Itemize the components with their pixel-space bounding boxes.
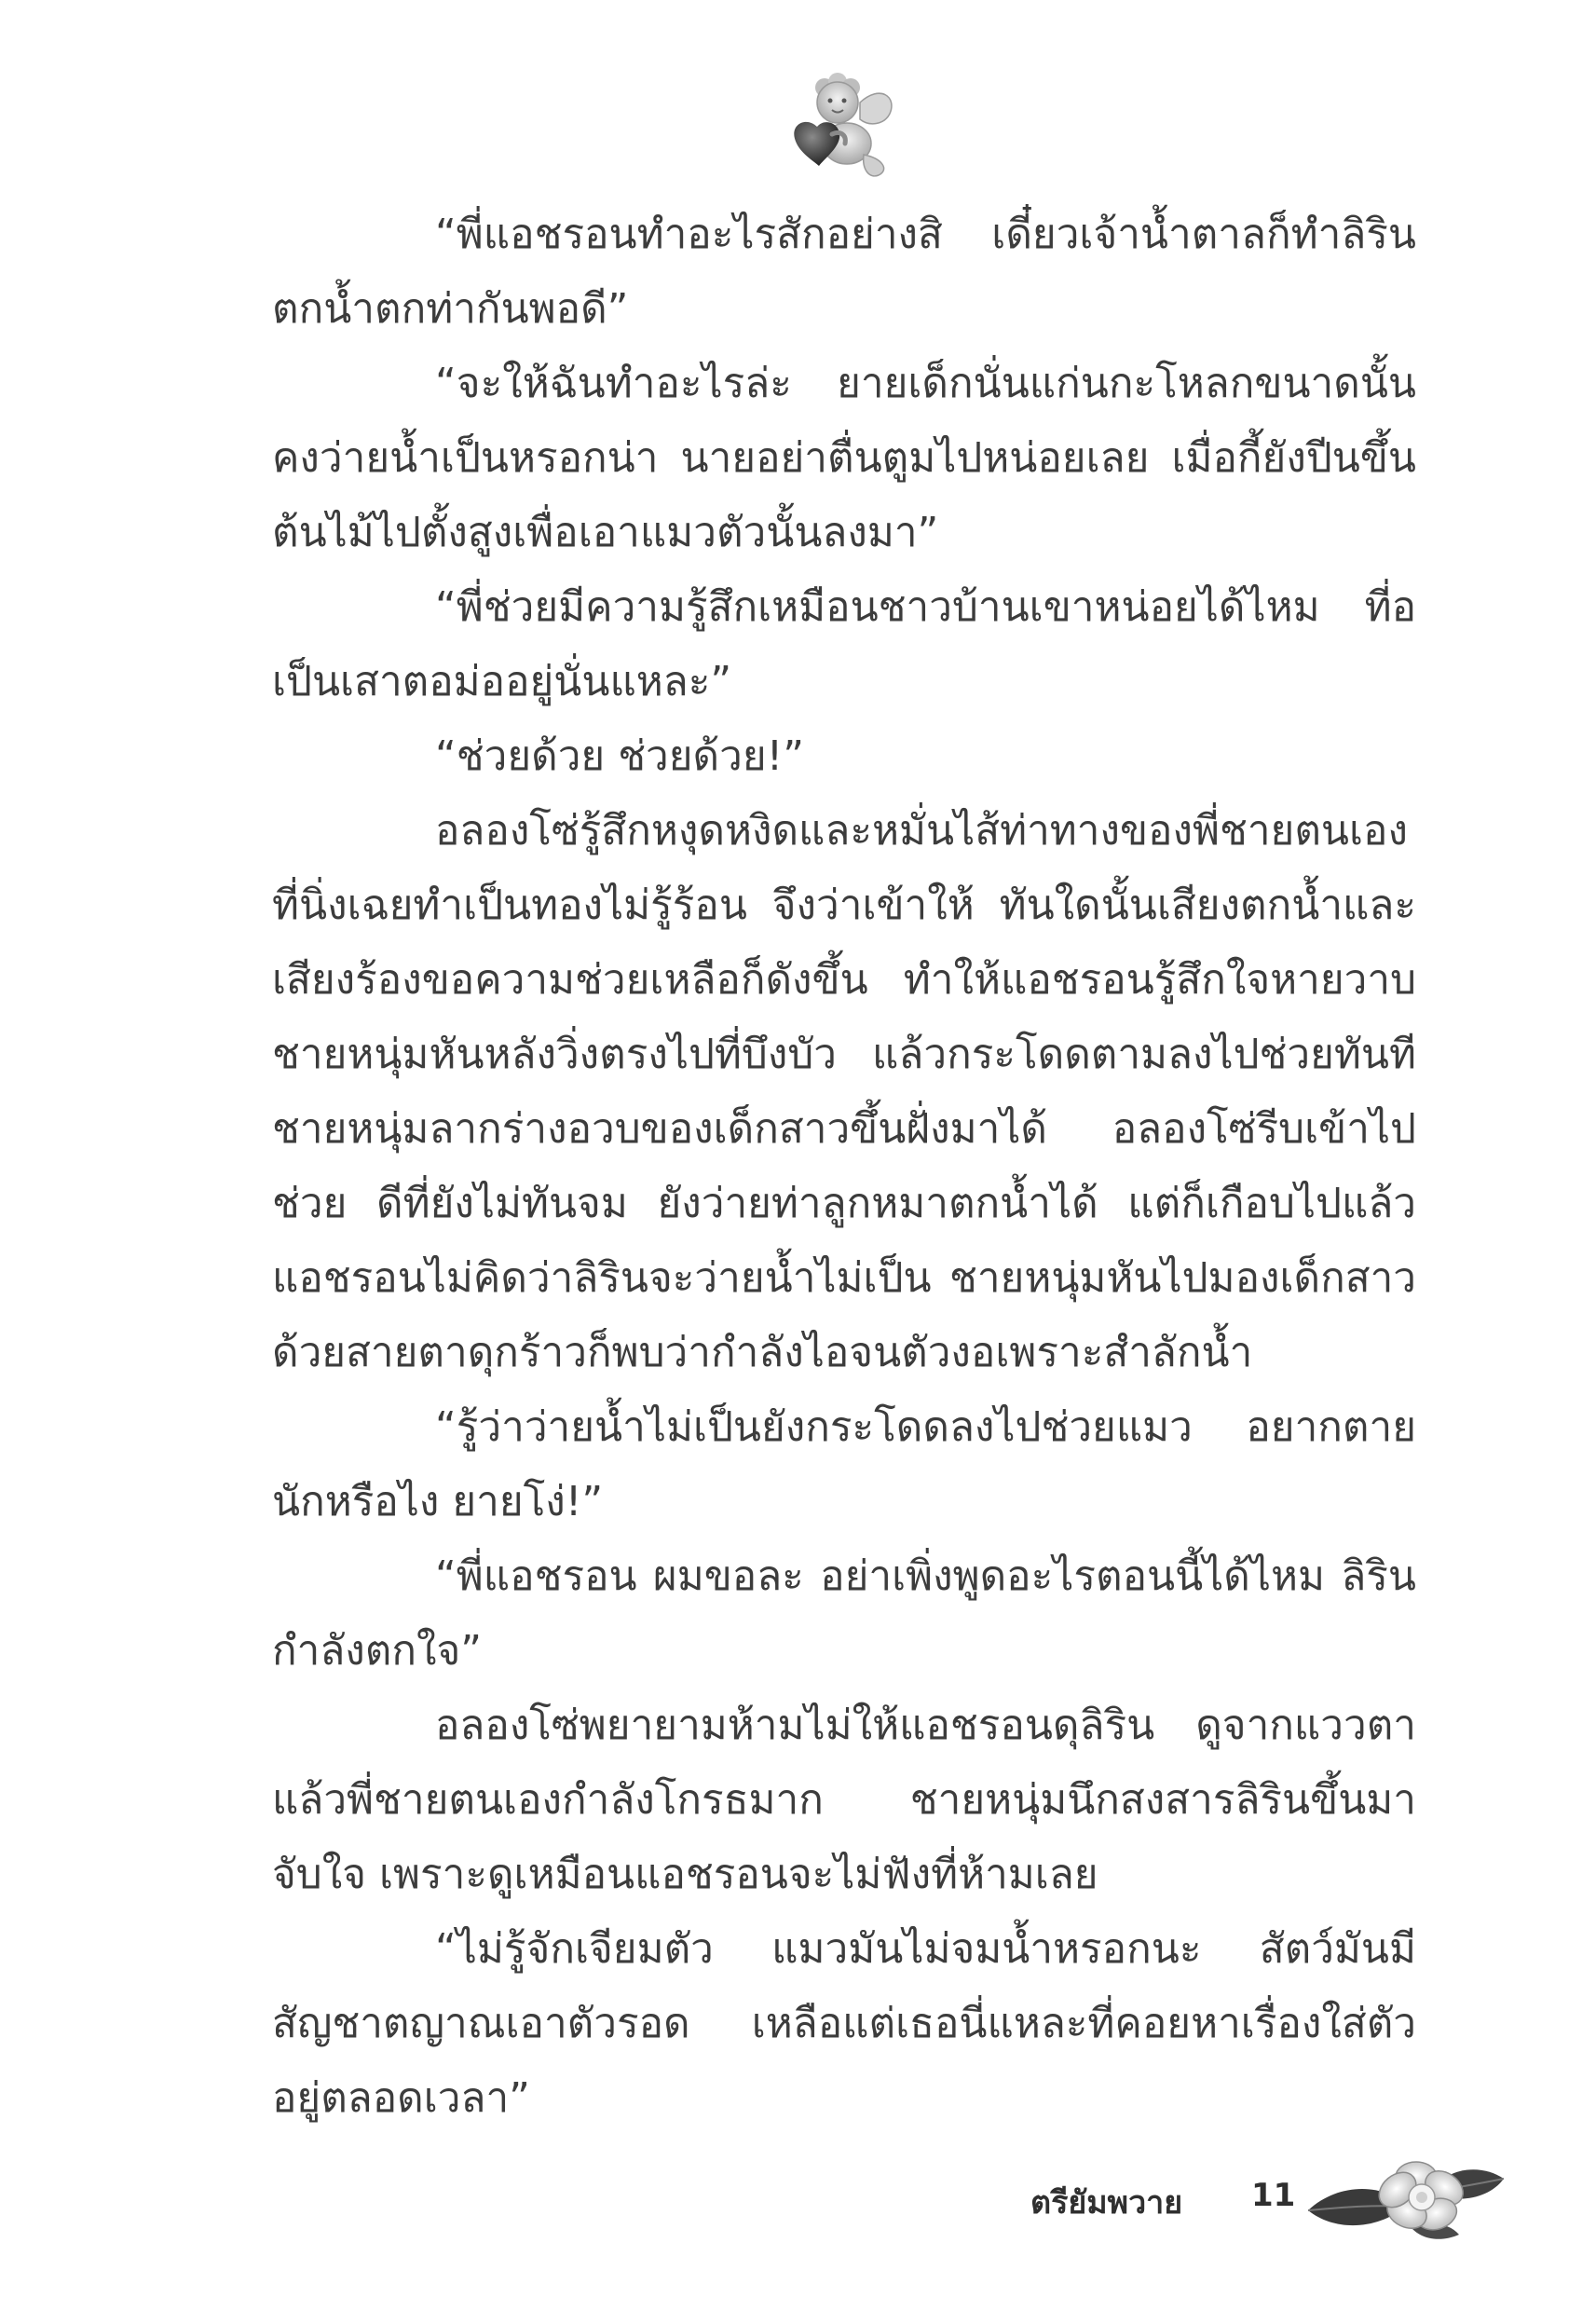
paragraph: “พี่แอชรอน ผมขอละ อย่าเพิ่งพูดอะไรตอนนี้ได้ไหม ลิรินกำลังตกใจ” <box>272 1552 1416 1675</box>
book-title: ตรียัมพวาย <box>1030 2184 1183 2222</box>
gardenia-flower-icon <box>1303 2143 1509 2246</box>
paragraph: “ช่วยด้วย ช่วยด้วย!” <box>435 732 805 780</box>
page-number: 11 <box>1251 2177 1296 2214</box>
body-text <box>272 198 1416 2136</box>
cherub-with-heart-icon <box>778 65 899 186</box>
paragraph: “จะให้ฉันทำอะไรล่ะ ยายเด็กนั่นแก่นกะโหลกขนาดนั้นคงว่ายน้ำเป็นหรอกน่า นายอย่าตื่นตูมไปหน่อยเลย เมื่อกี้ยังปีนขึ้นต้นไม้ไปตั้งสูงเพื่อเอาแมวตัวนั้นลงมา” <box>272 360 1416 556</box>
paragraph: อลองโซ่พยายามห้ามไม่ให้แอชรอนดุลิริน ดูจากแววตาแล้วพี่ชายตนเองกำลังโกรธมาก ชายหนุ่มนึกสงสารลิรินขึ้นมาจับใจ เพราะดูเหมือนแอชรอนจะไม่ฟังที่ห้ามเลย <box>272 1702 1416 1898</box>
paragraph: “ไม่รู้จักเจียมตัว แมวมันไม่จมน้ำหรอกนะ สัตว์มันมีสัญชาตญาณเอาตัวรอด เหลือแต่เธอนี่แหละที่คอยหาเรื่องใส่ตัวอยู่ตลอดเวลา” <box>272 1925 1416 2122</box>
page-footer <box>1025 2143 1509 2246</box>
paragraph: อลองโซ่รู้สึกหงุดหงิดและหมั่นไส้ท่าทางของพี่ชายตนเองที่นิ่งเฉยทำเป็นทองไม่รู้ร้อน จึงว่าเข้าให้ ทันใดนั้นเสียงตกน้ำและเสียงร้องขอความช่วยเหลือก็ดังขึ้น ทำให้แอชรอนรู้สึกใจหายวาบ ชายหนุ่มหันหลังวิ่งตรงไปที่บึงบัว แล้วกระโดดตามลงไปช่วยทันที ชายหนุ่มลากร่างอวบของเด็กสาวขึ้นฝั่งมาได้ อลองโซ่รีบเข้าไปช่วย ดีที่ยังไม่ทันจม ยังว่ายท่าลูกหมาตกน้ำได้ แต่ก็เกือบไปแล้ว แอชรอนไม่คิดว่าลิรินจะว่ายน้ำไม่เป็น ชายหนุ่มหันไปมองเด็กสาวด้วยสายตาดุกร้าวก็พบว่ากำลังไอจนตัวงอเพราะสำลักน้ำ <box>272 807 1416 1376</box>
paragraph: “พี่ช่วยมีความรู้สึกเหมือนชาวบ้านเขาหน่อยได้ไหม ที่อเป็นเสาตอม่ออยู่นั่นแหละ” <box>272 583 1416 705</box>
paragraph: “รู้ว่าว่ายน้ำไม่เป็นยังกระโดดลงไปช่วยแมว อยากตายนักหรือไง ยายโง่!” <box>272 1403 1416 1525</box>
paragraph: “พี่แอชรอนทำอะไรสักอย่างสิ เดี๋ยวเจ้าน้ำตาลก็ทำลิรินตกน้ำตกท่ากันพอดี” <box>272 211 1416 333</box>
